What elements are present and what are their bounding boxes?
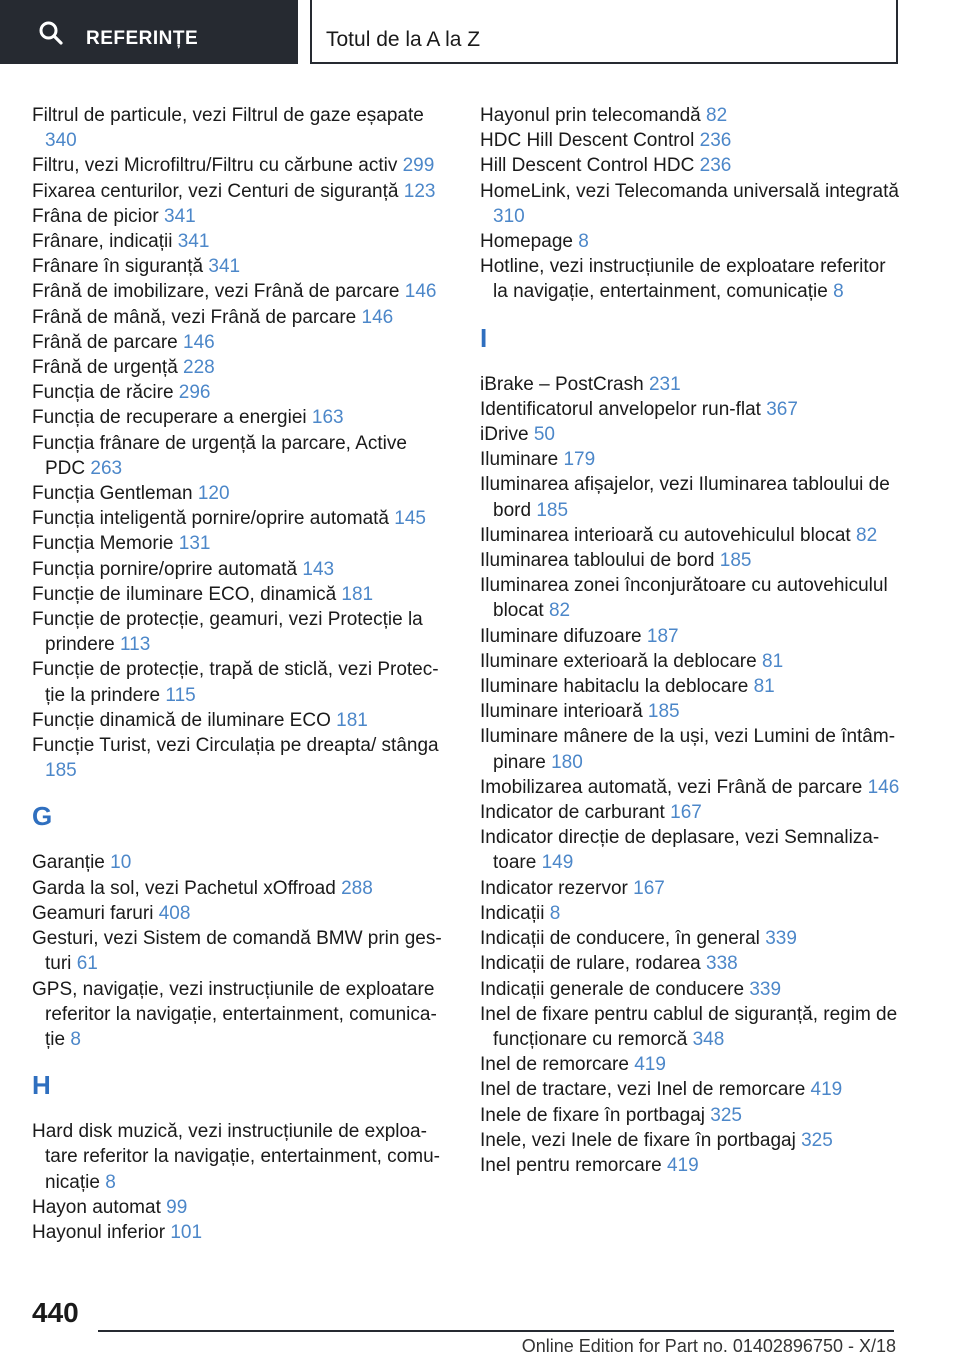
index-entry xyxy=(480,699,900,724)
index-entry-text: Inel pentru remorcare xyxy=(480,1154,662,1176)
index-entry xyxy=(480,800,900,825)
index-entry-page-link[interactable]: 367 xyxy=(766,398,798,420)
index-entry-text: Funcția frânare de urgență la parcare, Active PDC xyxy=(32,432,407,479)
index-entry-page-link[interactable]: 348 xyxy=(692,1028,725,1050)
index-entry-text: Funcție de protecție, geamuri, vezi Protecție la prindere xyxy=(32,609,423,656)
index-entry-text: Iluminarea interioară cu autovehiculul blocat xyxy=(480,524,851,546)
index-entry-text: Funcție Turist, vezi Circulația pe dreapta/ stânga xyxy=(32,735,439,757)
index-entry-text: Funcție dinamică de iluminare ECO xyxy=(32,709,331,731)
index-entry xyxy=(32,431,442,481)
index-entry xyxy=(480,977,900,1002)
index-entry xyxy=(32,582,442,607)
index-entry-text: Funcție de protecție, trapă de sticlă, vezi Protecție la prindere xyxy=(32,659,439,706)
index-entry-text: Gesturi, vezi Sistem de comandă BMW prin gesturi xyxy=(32,928,442,975)
index-entry xyxy=(32,708,442,733)
index-entry-page-link[interactable]: 310 xyxy=(493,205,525,227)
index-entry xyxy=(32,531,442,556)
index-entry-text: Inel de remorcare xyxy=(480,1054,629,1076)
index-entry xyxy=(32,977,442,1053)
index-entry-text: Frână de urgență xyxy=(32,357,178,379)
index-entry xyxy=(32,380,442,405)
index-entry xyxy=(32,876,442,901)
index-entry xyxy=(480,397,900,422)
index-entry-page-link[interactable]: 163 xyxy=(311,407,344,429)
index-entry-page-link[interactable]: 8 xyxy=(70,1028,81,1050)
index-entry-page-link[interactable]: 167 xyxy=(670,802,702,824)
search-icon xyxy=(38,20,64,46)
index-entry-page-link[interactable]: 299 xyxy=(402,155,435,177)
index-entry-text: Filtru, vezi Microfiltru/Filtru cu cărbune activ xyxy=(32,155,398,177)
top-navigation xyxy=(0,0,960,66)
index-entry-page-link[interactable]: 146 xyxy=(867,776,900,798)
index-entry xyxy=(32,355,442,380)
index-entry-text: Hayonul prin telecomandă xyxy=(480,105,701,126)
index-entry-page-link[interactable]: 185 xyxy=(647,701,680,723)
index-entry xyxy=(480,624,900,649)
index-entry xyxy=(480,472,900,522)
index-entry-text: Funcția de răcire xyxy=(32,382,174,404)
index-entry-page-link[interactable]: 339 xyxy=(765,928,797,950)
index-entry-page-link[interactable]: 228 xyxy=(183,357,215,379)
index-entry-page-link[interactable]: 236 xyxy=(699,155,732,177)
index-entry-text: Iluminarea zonei înconjurătoare cu autovehiculul blocat xyxy=(480,575,888,622)
index-entry-page-link[interactable]: 120 xyxy=(197,483,230,505)
index-entry-text: Iluminare habitaclu la deblocare xyxy=(480,676,749,698)
index-letter-heading: H xyxy=(32,1070,51,1101)
index-entry xyxy=(32,405,442,430)
index-letter-heading: G xyxy=(32,801,53,832)
index-entry-page-link[interactable]: 81 xyxy=(762,650,784,672)
index-entry-text: Indicator de carburant xyxy=(480,802,665,824)
index-entry xyxy=(32,103,442,153)
index-entry xyxy=(32,229,442,254)
index-entry xyxy=(480,128,900,153)
index-entry xyxy=(32,506,442,531)
index-entry-page-link[interactable]: 185 xyxy=(45,760,77,782)
index-entry xyxy=(480,153,900,178)
index-entry-page-link[interactable]: 181 xyxy=(336,709,368,731)
index-entry xyxy=(480,372,900,397)
index-entry xyxy=(480,1128,900,1153)
index-entry xyxy=(480,447,900,472)
index-entry-page-link[interactable]: 419 xyxy=(810,1079,843,1101)
index-entry-text: Hard disk muzică, vezi instrucțiunile de exploatare referitor la navigație, entertainment, comunicație xyxy=(32,1121,440,1193)
index-entry xyxy=(32,607,442,657)
index-entry xyxy=(480,951,900,976)
index-column-right xyxy=(480,103,900,1178)
index-entry-page-link[interactable]: 50 xyxy=(533,424,555,446)
index-entry-page-link[interactable]: 81 xyxy=(753,676,775,698)
index-entry-text: Frâna de picior xyxy=(32,205,159,227)
index-entry-text: Indicații generale de conducere xyxy=(480,978,745,1000)
index-entry-text: Hayon automat xyxy=(32,1196,161,1218)
index-entry xyxy=(480,901,900,926)
tab-a-to-z[interactable] xyxy=(310,0,898,64)
index-entry xyxy=(480,1077,900,1102)
index-entry-text: Hill Descent Control HDC xyxy=(480,155,695,177)
index-entry-text: Indicator rezervor xyxy=(480,877,628,899)
index-entry xyxy=(32,557,442,582)
index-entry xyxy=(480,103,900,128)
index-entry-page-link[interactable]: 408 xyxy=(158,902,191,924)
index-entry-text: Iluminare xyxy=(480,449,559,471)
index-entry-page-link[interactable]: 338 xyxy=(706,953,738,975)
index-entry xyxy=(480,825,900,875)
index-entry-text: Filtrul de particule, vezi Filtrul de gaze eșapate xyxy=(32,105,424,126)
index-entry xyxy=(480,523,900,548)
index-entry-text: Funcția pornire/oprire automată xyxy=(32,558,298,580)
index-entry xyxy=(480,1052,900,1077)
index-entry-page-link[interactable]: 8 xyxy=(549,902,561,924)
index-entry xyxy=(32,1119,442,1195)
tab-references[interactable] xyxy=(0,0,298,64)
index-entry xyxy=(32,481,442,506)
index-entry-page-link[interactable]: 146 xyxy=(361,306,394,328)
index-entry-page-link[interactable]: 419 xyxy=(634,1054,666,1076)
tab-references-label: REFERINȚE xyxy=(86,28,199,49)
index-entry-page-link[interactable]: 145 xyxy=(394,508,426,530)
index-entry-text: Funcție de iluminare ECO, dinamică xyxy=(32,583,337,605)
index-entry xyxy=(480,674,900,699)
index-entry-text: GPS, navigație, vezi instrucțiunile de exploatare referitor la navigație, entertainment, comunicație xyxy=(32,978,437,1050)
index-entry-text: Iluminare interioară xyxy=(480,701,643,723)
index-entry-text: Geamuri faruri xyxy=(32,902,154,924)
index-entry-page-link[interactable]: 419 xyxy=(666,1154,699,1176)
index-entry-page-link[interactable]: 180 xyxy=(551,751,583,773)
index-entry-text: Hayonul inferior xyxy=(32,1221,166,1243)
index-entry xyxy=(480,1103,900,1128)
index-entry xyxy=(32,179,442,204)
index-entry xyxy=(32,305,442,330)
index-entry-text: HomeLink, vezi Telecomanda universală integrată xyxy=(480,180,899,202)
index-entry-page-link[interactable]: 185 xyxy=(719,550,752,572)
index-entry-page-link[interactable]: 113 xyxy=(120,634,151,656)
index-entry-text: Garanție xyxy=(32,852,105,874)
index-entry-text: Imobilizarea automată, vezi Frână de parcare xyxy=(480,776,863,798)
index-entry-text: Funcția Gentleman xyxy=(32,483,193,505)
footer-edition: Online Edition for Part no. 01402896750 - X/18 xyxy=(521,1336,896,1356)
index-entry-text: Funcția Memorie xyxy=(32,533,174,555)
index-entry-text: Fixarea centurilor, vezi Centuri de siguranță xyxy=(32,180,399,202)
index-entry xyxy=(32,901,442,926)
index-entry-text: Funcția de recuperare a energiei xyxy=(32,407,307,429)
index-entry-page-link[interactable]: 185 xyxy=(536,499,569,521)
index-entry xyxy=(480,926,900,951)
index-entry-text: Frână de mână, vezi Frână de parcare xyxy=(32,306,357,328)
index-entry-page-link[interactable]: 341 xyxy=(208,256,241,278)
index-entry xyxy=(480,724,900,774)
index-entry-text: iDrive xyxy=(480,424,529,446)
index-entry xyxy=(32,254,442,279)
index-entry-page-link[interactable]: 339 xyxy=(749,978,782,1000)
index-entry-text: Frână de parcare xyxy=(32,331,178,353)
index-entry-page-link[interactable]: 263 xyxy=(90,457,123,479)
index-entry-page-link[interactable]: 115 xyxy=(165,684,196,706)
index-entry-page-link[interactable]: 187 xyxy=(646,625,679,647)
index-entry-page-link[interactable]: 146 xyxy=(183,331,215,353)
index-entry xyxy=(32,1195,442,1220)
index-entry xyxy=(32,733,442,783)
index-entry-page-link[interactable]: 10 xyxy=(110,852,132,874)
index-entry xyxy=(32,926,442,976)
index-entry xyxy=(480,254,900,304)
index-entry-page-link[interactable]: 340 xyxy=(45,130,77,152)
page-number: 440 xyxy=(32,1297,79,1328)
index-entry xyxy=(32,279,442,304)
index-entry-page-link[interactable]: 341 xyxy=(164,205,196,227)
index-entry-page-link[interactable]: 99 xyxy=(166,1196,188,1218)
index-entry xyxy=(480,876,900,901)
index-entry-text: Homepage xyxy=(480,231,573,253)
index-entry-page-link[interactable]: 236 xyxy=(699,130,732,152)
index-entry xyxy=(480,1002,900,1052)
index-entry-page-link[interactable]: 146 xyxy=(404,281,437,303)
index-entry xyxy=(32,204,442,229)
index-entry-page-link[interactable]: 8 xyxy=(105,1171,116,1193)
index-entry-text: Iluminarea tabloului de bord xyxy=(480,550,715,572)
index-entry xyxy=(480,422,900,447)
index-entry-text: Inel de tractare, vezi Inel de remorcare xyxy=(480,1079,806,1101)
index-entry-text: Indicator direcție de deplasare, vezi Semnalizatoare xyxy=(480,827,880,874)
index-entry-text: Frânare, indicații xyxy=(32,231,173,253)
index-entry xyxy=(480,573,900,623)
index-letter-heading: I xyxy=(480,322,488,353)
index-entry-page-link[interactable]: 167 xyxy=(633,877,665,899)
index-entry-text: iBrake – PostCrash xyxy=(480,373,644,395)
index-entry-page-link[interactable]: 123 xyxy=(403,180,436,202)
index-entry-page-link[interactable]: 82 xyxy=(856,524,878,546)
index-entry-text: Funcția inteligentă pornire/oprire automată xyxy=(32,508,389,530)
index-entry-page-link[interactable]: 296 xyxy=(178,382,211,404)
index-entry-text: Inele de fixare în portbagaj xyxy=(480,1104,705,1126)
index-entry-page-link[interactable]: 8 xyxy=(578,231,589,253)
index-entry-text: Garda la sol, vezi Pachetul xOffroad xyxy=(32,877,336,899)
index-entry-text: Indicații de conducere, în general xyxy=(480,928,760,950)
index-entry-text: Identificatorul anvelopelor run-flat xyxy=(480,398,761,420)
index-entry-page-link[interactable]: 288 xyxy=(341,877,373,899)
index-entry-text: Indicații xyxy=(480,902,545,924)
index-entry-page-link[interactable]: 143 xyxy=(302,558,335,580)
index-entry xyxy=(480,179,900,229)
tab-a-to-z-label: Totul de la A la Z xyxy=(326,28,481,51)
index-entry xyxy=(32,1220,442,1245)
index-entry-text: Frânare în siguranță xyxy=(32,256,204,278)
index-entry-page-link[interactable]: 149 xyxy=(541,852,574,874)
footer-divider xyxy=(98,1330,894,1332)
index-entry-page-link[interactable]: 325 xyxy=(710,1104,742,1126)
index-entry-text: Iluminarea afișajelor, vezi Iluminarea tabloului de bord xyxy=(480,474,890,521)
index-entry xyxy=(32,850,442,875)
index-entry-page-link[interactable]: 82 xyxy=(548,600,571,622)
index-entry-text: Iluminare mânere de la uși, vezi Lumini de întâmpinare xyxy=(480,726,896,773)
index-entry-page-link[interactable]: 341 xyxy=(177,231,210,253)
index-column-left xyxy=(32,103,442,1245)
index-entry-page-link[interactable]: 181 xyxy=(341,583,374,605)
index-entry xyxy=(480,775,900,800)
index-entry-text: HDC Hill Descent Control xyxy=(480,130,695,152)
index-entry xyxy=(480,1153,900,1178)
index-entry-page-link[interactable]: 61 xyxy=(76,953,98,975)
index-entry-text: Iluminare exterioară la deblocare xyxy=(480,650,757,672)
index-entry-page-link[interactable]: 82 xyxy=(706,105,728,126)
index-entry xyxy=(480,548,900,573)
index-entry xyxy=(480,649,900,674)
index-entry-page-link[interactable]: 131 xyxy=(178,533,211,555)
index-entry xyxy=(480,229,900,254)
index-entry-page-link[interactable]: 179 xyxy=(563,449,596,471)
index-entry-text: Hotline, vezi instrucțiunile de exploatare referitor la navigație, entertainment, comunicație xyxy=(480,256,886,303)
index-entry-page-link[interactable]: 231 xyxy=(648,373,681,395)
index-entry-text: Inel de fixare pentru cablul de siguranță, regim de funcționare cu remorcă xyxy=(480,1003,898,1050)
index-entry-text: Iluminare difuzoare xyxy=(480,625,642,647)
index-entry-text: Indicații de rulare, rodarea xyxy=(480,953,701,975)
index-entry xyxy=(32,657,442,707)
index-entry xyxy=(32,153,442,178)
index-entry-page-link[interactable]: 325 xyxy=(801,1129,833,1151)
index-entry-page-link[interactable]: 101 xyxy=(170,1221,203,1243)
index-entry xyxy=(32,330,442,355)
index-entry-page-link[interactable]: 8 xyxy=(833,281,844,303)
index-entry-text: Frână de imobilizare, vezi Frână de parcare xyxy=(32,281,400,303)
index-entry-text: Inele, vezi Inele de fixare în portbagaj xyxy=(480,1129,796,1151)
